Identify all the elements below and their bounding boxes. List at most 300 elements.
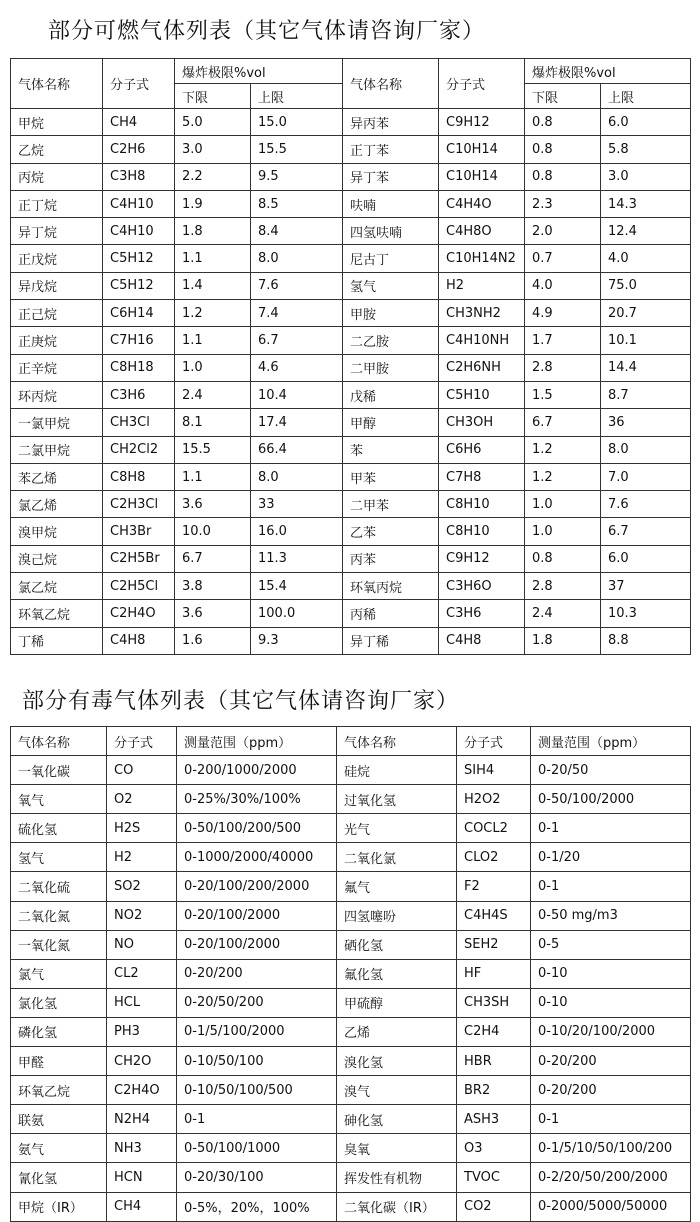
formula-cell: C2H5Br <box>103 545 175 572</box>
upper-limit-cell: 7.6 <box>251 272 343 299</box>
formula-cell: C2H5Cl <box>103 573 175 600</box>
formula-cell: PH3 <box>107 1017 177 1046</box>
gas-name-cell: 氰化氢 <box>11 1163 107 1192</box>
range-cell: 0-200/1000/2000 <box>177 756 337 785</box>
range-cell: 0-20/50/200 <box>177 988 337 1017</box>
formula-cell: C4H4O <box>439 190 525 217</box>
upper-limit-cell: 10.1 <box>601 327 691 354</box>
flammable-gas-table <box>10 58 691 655</box>
range-cell: 0-1 <box>177 1105 337 1134</box>
formula-cell: HBR <box>457 1047 531 1076</box>
range-cell: 0-50/100/200/500 <box>177 814 337 843</box>
formula-cell: C2H6NH <box>439 354 525 381</box>
table-row <box>11 1192 691 1221</box>
upper-limit-cell: 8.0 <box>251 463 343 490</box>
upper-limit-cell: 15.4 <box>251 573 343 600</box>
formula-cell: CLO2 <box>457 843 531 872</box>
gas-name-cell: 甲烷 <box>11 109 103 136</box>
table-row <box>11 327 691 354</box>
header-name: 气体名称 <box>11 727 107 756</box>
gas-name-cell: 环氧乙烷 <box>11 1076 107 1105</box>
table-row <box>11 300 691 327</box>
toxic-table-title: 部分有毒气体列表（其它气体请咨询厂家） <box>22 689 460 714</box>
lower-limit-cell: 1.5 <box>525 381 601 408</box>
lower-limit-cell: 0.8 <box>525 163 601 190</box>
header-name: 气体名称 <box>337 727 457 756</box>
formula-cell: CH2Cl2 <box>103 436 175 463</box>
formula-cell: C4H8O <box>439 218 525 245</box>
gas-name-cell: 甲醇 <box>343 409 439 436</box>
lower-limit-cell: 1.2 <box>175 300 251 327</box>
formula-cell: C4H8 <box>439 627 525 654</box>
upper-limit-cell: 8.5 <box>251 190 343 217</box>
upper-limit-cell: 100.0 <box>251 600 343 627</box>
header-formula: 分子式 <box>457 727 531 756</box>
formula-cell: C2H4O <box>103 600 175 627</box>
upper-limit-cell: 14.3 <box>601 190 691 217</box>
gas-name-cell: 甲硫醇 <box>337 988 457 1017</box>
gas-name-cell: 正己烷 <box>11 300 103 327</box>
formula-cell: H2O2 <box>457 785 531 814</box>
formula-cell: COCL2 <box>457 814 531 843</box>
upper-limit-cell: 7.4 <box>251 300 343 327</box>
formula-cell: CH3SH <box>457 988 531 1017</box>
gas-name-cell: 甲胺 <box>343 300 439 327</box>
lower-limit-cell: 2.4 <box>175 381 251 408</box>
header-formula: 分子式 <box>103 59 175 109</box>
gas-name-cell: 氢气 <box>11 843 107 872</box>
lower-limit-cell: 10.0 <box>175 518 251 545</box>
formula-cell: CL2 <box>107 959 177 988</box>
lower-limit-cell: 1.4 <box>175 272 251 299</box>
lower-limit-cell: 2.8 <box>525 573 601 600</box>
table-header-row <box>11 59 691 84</box>
table-row <box>11 190 691 217</box>
formula-cell: HCL <box>107 988 177 1017</box>
gas-name-cell: 溴气 <box>337 1076 457 1105</box>
gas-name-cell: 氯气 <box>11 959 107 988</box>
table-row <box>11 814 691 843</box>
upper-limit-cell: 37 <box>601 573 691 600</box>
gas-name-cell: 过氧化氢 <box>337 785 457 814</box>
range-cell: 0-10/50/100 <box>177 1047 337 1076</box>
gas-name-cell: 联氨 <box>11 1105 107 1134</box>
gas-name-cell: 丙烷 <box>11 163 103 190</box>
table-row <box>11 136 691 163</box>
range-cell: 0-5 <box>531 930 691 959</box>
formula-cell: NO <box>107 930 177 959</box>
formula-cell: H2S <box>107 814 177 843</box>
range-cell: 0-10/20/100/2000 <box>531 1017 691 1046</box>
formula-cell: C7H8 <box>439 463 525 490</box>
gas-name-cell: 环氧丙烷 <box>343 573 439 600</box>
table-row <box>11 930 691 959</box>
formula-cell: CH3Cl <box>103 409 175 436</box>
table-row <box>11 272 691 299</box>
table-row <box>11 785 691 814</box>
formula-cell: CH3OH <box>439 409 525 436</box>
formula-cell: C9H12 <box>439 109 525 136</box>
upper-limit-cell: 12.4 <box>601 218 691 245</box>
gas-name-cell: 硅烷 <box>337 756 457 785</box>
gas-name-cell: 正丁烷 <box>11 190 103 217</box>
upper-limit-cell: 4.6 <box>251 354 343 381</box>
upper-limit-cell: 17.4 <box>251 409 343 436</box>
gas-name-cell: 一氧化碳 <box>11 756 107 785</box>
upper-limit-cell: 6.7 <box>251 327 343 354</box>
gas-name-cell: 丁稀 <box>11 627 103 654</box>
upper-limit-cell: 9.3 <box>251 627 343 654</box>
lower-limit-cell: 1.2 <box>525 436 601 463</box>
table-row <box>11 573 691 600</box>
table-row <box>11 959 691 988</box>
gas-name-cell: 乙烷 <box>11 136 103 163</box>
header-limit: 爆炸极限%vol <box>525 59 691 84</box>
gas-name-cell: 苯 <box>343 436 439 463</box>
range-cell: 0-1/20 <box>531 843 691 872</box>
range-cell: 0-20/50 <box>531 756 691 785</box>
lower-limit-cell: 1.8 <box>175 218 251 245</box>
formula-cell: BR2 <box>457 1076 531 1105</box>
table-row <box>11 600 691 627</box>
header-lower: 下限 <box>175 84 251 109</box>
formula-cell: CO2 <box>457 1192 531 1221</box>
gas-name-cell: 二甲苯 <box>343 491 439 518</box>
gas-name-cell: 乙烯 <box>337 1017 457 1046</box>
gas-name-cell: 氧气 <box>11 785 107 814</box>
gas-name-cell: 二甲胺 <box>343 354 439 381</box>
upper-limit-cell: 15.5 <box>251 136 343 163</box>
gas-name-cell: 砷化氢 <box>337 1105 457 1134</box>
formula-cell: HCN <box>107 1163 177 1192</box>
formula-cell: CH3Br <box>103 518 175 545</box>
formula-cell: C2H4O <box>107 1076 177 1105</box>
gas-name-cell: 尼古丁 <box>343 245 439 272</box>
gas-name-cell: 戊稀 <box>343 381 439 408</box>
header-upper: 上限 <box>251 84 343 109</box>
gas-name-cell: 甲烷（IR） <box>11 1192 107 1221</box>
gas-name-cell: 二氯甲烷 <box>11 436 103 463</box>
gas-name-cell: 异丁烷 <box>11 218 103 245</box>
table-row <box>11 354 691 381</box>
gas-name-cell: 溴己烷 <box>11 545 103 572</box>
gas-name-cell: 挥发性有机物 <box>337 1163 457 1192</box>
formula-cell: C3H6 <box>439 600 525 627</box>
upper-limit-cell: 8.0 <box>251 245 343 272</box>
lower-limit-cell: 0.7 <box>525 245 601 272</box>
upper-limit-cell: 66.4 <box>251 436 343 463</box>
formula-cell: O2 <box>107 785 177 814</box>
formula-cell: NH3 <box>107 1134 177 1163</box>
range-cell: 0-1/5/100/2000 <box>177 1017 337 1046</box>
table-row <box>11 872 691 901</box>
formula-cell: C3H6O <box>439 573 525 600</box>
formula-cell: CH4 <box>107 1192 177 1221</box>
gas-name-cell: 正辛烷 <box>11 354 103 381</box>
upper-limit-cell: 6.7 <box>601 518 691 545</box>
lower-limit-cell: 4.9 <box>525 300 601 327</box>
gas-name-cell: 氢气 <box>343 272 439 299</box>
gas-name-cell: 硒化氢 <box>337 930 457 959</box>
gas-name-cell: 溴甲烷 <box>11 518 103 545</box>
range-cell: 0-1/5/10/50/100/200 <box>531 1134 691 1163</box>
formula-cell: O3 <box>457 1134 531 1163</box>
range-cell: 0-1000/2000/40000 <box>177 843 337 872</box>
gas-name-cell: 乙苯 <box>343 518 439 545</box>
upper-limit-cell: 20.7 <box>601 300 691 327</box>
formula-cell: C10H14 <box>439 136 525 163</box>
lower-limit-cell: 15.5 <box>175 436 251 463</box>
gas-name-cell: 正丁苯 <box>343 136 439 163</box>
lower-limit-cell: 0.8 <box>525 545 601 572</box>
table-row <box>11 381 691 408</box>
table-row <box>11 627 691 654</box>
gas-name-cell: 异丙苯 <box>343 109 439 136</box>
formula-cell: CO <box>107 756 177 785</box>
gas-name-cell: 二氧化碳（IR） <box>337 1192 457 1221</box>
formula-cell: SO2 <box>107 872 177 901</box>
table-row <box>11 436 691 463</box>
formula-cell: C2H4 <box>457 1017 531 1046</box>
upper-limit-cell: 8.4 <box>251 218 343 245</box>
gas-name-cell: 苯乙烯 <box>11 463 103 490</box>
gas-name-cell: 氯乙烯 <box>11 491 103 518</box>
table-row <box>11 1134 691 1163</box>
lower-limit-cell: 3.8 <box>175 573 251 600</box>
table-row <box>11 245 691 272</box>
formula-cell: C5H12 <box>103 272 175 299</box>
lower-limit-cell: 6.7 <box>525 409 601 436</box>
table-row <box>11 901 691 930</box>
upper-limit-cell: 7.0 <box>601 463 691 490</box>
gas-name-cell: 一氯甲烷 <box>11 409 103 436</box>
range-cell: 0-1 <box>531 1105 691 1134</box>
formula-cell: H2 <box>439 272 525 299</box>
header-range: 测量范围（ppm） <box>177 727 337 756</box>
upper-limit-cell: 33 <box>251 491 343 518</box>
lower-limit-cell: 1.1 <box>175 327 251 354</box>
upper-limit-cell: 6.0 <box>601 545 691 572</box>
range-cell: 0-20/30/100 <box>177 1163 337 1192</box>
gas-name-cell: 磷化氢 <box>11 1017 107 1046</box>
upper-limit-cell: 6.0 <box>601 109 691 136</box>
gas-name-cell: 二氧化硫 <box>11 872 107 901</box>
gas-name-cell: 异戊烷 <box>11 272 103 299</box>
gas-name-cell: 呋喃 <box>343 190 439 217</box>
formula-cell: C9H12 <box>439 545 525 572</box>
table-row <box>11 409 691 436</box>
gas-name-cell: 正戊烷 <box>11 245 103 272</box>
header-upper: 上限 <box>601 84 691 109</box>
lower-limit-cell: 4.0 <box>525 272 601 299</box>
gas-name-cell: 异丁稀 <box>343 627 439 654</box>
table-header-row <box>11 727 691 756</box>
range-cell: 0-5%，20%，100% <box>177 1192 337 1221</box>
table-row <box>11 163 691 190</box>
gas-name-cell: 氯化氢 <box>11 988 107 1017</box>
gas-name-cell: 甲苯 <box>343 463 439 490</box>
lower-limit-cell: 1.9 <box>175 190 251 217</box>
range-cell: 0-10 <box>531 959 691 988</box>
formula-cell: C6H6 <box>439 436 525 463</box>
range-cell: 0-2000/5000/50000 <box>531 1192 691 1221</box>
gas-name-cell: 氟气 <box>337 872 457 901</box>
formula-cell: CH3NH2 <box>439 300 525 327</box>
table-row <box>11 463 691 490</box>
range-cell: 0-20/100/2000 <box>177 930 337 959</box>
upper-limit-cell: 10.3 <box>601 600 691 627</box>
upper-limit-cell: 14.4 <box>601 354 691 381</box>
formula-cell: H2 <box>107 843 177 872</box>
lower-limit-cell: 0.8 <box>525 109 601 136</box>
gas-name-cell: 丙稀 <box>343 600 439 627</box>
table-row <box>11 491 691 518</box>
header-name: 气体名称 <box>343 59 439 109</box>
gas-name-cell: 甲醛 <box>11 1047 107 1076</box>
table-row <box>11 1047 691 1076</box>
gas-name-cell: 臭氧 <box>337 1134 457 1163</box>
formula-cell: C4H10 <box>103 218 175 245</box>
range-cell: 0-1 <box>531 872 691 901</box>
formula-cell: CH4 <box>103 109 175 136</box>
upper-limit-cell: 16.0 <box>251 518 343 545</box>
gas-name-cell: 异丁苯 <box>343 163 439 190</box>
lower-limit-cell: 6.7 <box>175 545 251 572</box>
gas-name-cell: 氟化氢 <box>337 959 457 988</box>
gas-name-cell: 四氢呋喃 <box>343 218 439 245</box>
header-formula: 分子式 <box>439 59 525 109</box>
lower-limit-cell: 8.1 <box>175 409 251 436</box>
table-row <box>11 109 691 136</box>
formula-cell: C8H10 <box>439 491 525 518</box>
gas-name-cell: 氨气 <box>11 1134 107 1163</box>
upper-limit-cell: 36 <box>601 409 691 436</box>
range-cell: 0-20/200 <box>531 1047 691 1076</box>
lower-limit-cell: 1.0 <box>525 518 601 545</box>
upper-limit-cell: 8.7 <box>601 381 691 408</box>
upper-limit-cell: 75.0 <box>601 272 691 299</box>
formula-cell: C4H8 <box>103 627 175 654</box>
gas-name-cell: 光气 <box>337 814 457 843</box>
lower-limit-cell: 3.6 <box>175 600 251 627</box>
range-cell: 0-20/100/2000 <box>177 901 337 930</box>
flammable-table-title: 部分可燃气体列表（其它气体请咨询厂家） <box>48 19 486 44</box>
gas-name-cell: 氯乙烷 <box>11 573 103 600</box>
lower-limit-cell: 2.4 <box>525 600 601 627</box>
gas-name-cell: 一氧化氮 <box>11 930 107 959</box>
formula-cell: F2 <box>457 872 531 901</box>
table-row <box>11 843 691 872</box>
range-cell: 0-1 <box>531 814 691 843</box>
formula-cell: C8H8 <box>103 463 175 490</box>
lower-limit-cell: 1.2 <box>525 463 601 490</box>
lower-limit-cell: 1.7 <box>525 327 601 354</box>
gas-name-cell: 溴化氢 <box>337 1047 457 1076</box>
formula-cell: C3H8 <box>103 163 175 190</box>
range-cell: 0-20/100/200/2000 <box>177 872 337 901</box>
upper-limit-cell: 11.3 <box>251 545 343 572</box>
formula-cell: C7H16 <box>103 327 175 354</box>
range-cell: 0-20/200 <box>531 1076 691 1105</box>
toxic-gas-table <box>10 726 691 1222</box>
lower-limit-cell: 2.2 <box>175 163 251 190</box>
formula-cell: CH2O <box>107 1047 177 1076</box>
range-cell: 0-50/100/2000 <box>531 785 691 814</box>
header-range: 测量范围（ppm） <box>531 727 691 756</box>
formula-cell: C10H14 <box>439 163 525 190</box>
lower-limit-cell: 1.0 <box>175 354 251 381</box>
formula-cell: HF <box>457 959 531 988</box>
formula-cell: C4H4S <box>457 901 531 930</box>
gas-name-cell: 环丙烷 <box>11 381 103 408</box>
lower-limit-cell: 2.3 <box>525 190 601 217</box>
upper-limit-cell: 15.0 <box>251 109 343 136</box>
gas-name-cell: 硫化氢 <box>11 814 107 843</box>
range-cell: 0-20/200 <box>177 959 337 988</box>
formula-cell: NO2 <box>107 901 177 930</box>
formula-cell: C2H3Cl <box>103 491 175 518</box>
upper-limit-cell: 10.4 <box>251 381 343 408</box>
gas-name-cell: 丙苯 <box>343 545 439 572</box>
lower-limit-cell: 0.8 <box>525 136 601 163</box>
header-formula: 分子式 <box>107 727 177 756</box>
upper-limit-cell: 8.8 <box>601 627 691 654</box>
range-cell: 0-2/20/50/200/2000 <box>531 1163 691 1192</box>
formula-cell: C8H18 <box>103 354 175 381</box>
range-cell: 0-50/100/1000 <box>177 1134 337 1163</box>
lower-limit-cell: 1.1 <box>175 245 251 272</box>
formula-cell: SEH2 <box>457 930 531 959</box>
gas-name-cell: 二乙胺 <box>343 327 439 354</box>
lower-limit-cell: 1.0 <box>525 491 601 518</box>
table-row <box>11 1163 691 1192</box>
formula-cell: C6H14 <box>103 300 175 327</box>
upper-limit-cell: 3.0 <box>601 163 691 190</box>
range-cell: 0-25%/30%/100% <box>177 785 337 814</box>
formula-cell: C10H14N2 <box>439 245 525 272</box>
formula-cell: C3H6 <box>103 381 175 408</box>
header-name: 气体名称 <box>11 59 103 109</box>
upper-limit-cell: 7.6 <box>601 491 691 518</box>
formula-cell: C4H10NH <box>439 327 525 354</box>
table-row <box>11 545 691 572</box>
range-cell: 0-10 <box>531 988 691 1017</box>
header-lower: 下限 <box>525 84 601 109</box>
lower-limit-cell: 1.8 <box>525 627 601 654</box>
gas-name-cell: 正庚烷 <box>11 327 103 354</box>
formula-cell: TVOC <box>457 1163 531 1192</box>
formula-cell: C4H10 <box>103 190 175 217</box>
range-cell: 0-50 mg/m3 <box>531 901 691 930</box>
upper-limit-cell: 8.0 <box>601 436 691 463</box>
header-limit: 爆炸极限%vol <box>175 59 343 84</box>
lower-limit-cell: 2.0 <box>525 218 601 245</box>
table-row <box>11 756 691 785</box>
lower-limit-cell: 3.6 <box>175 491 251 518</box>
formula-cell: N2H4 <box>107 1105 177 1134</box>
gas-name-cell: 环氧乙烷 <box>11 600 103 627</box>
lower-limit-cell: 5.0 <box>175 109 251 136</box>
gas-name-cell: 四氢噻吩 <box>337 901 457 930</box>
formula-cell: C5H10 <box>439 381 525 408</box>
upper-limit-cell: 9.5 <box>251 163 343 190</box>
lower-limit-cell: 3.0 <box>175 136 251 163</box>
table-row <box>11 1105 691 1134</box>
table-row <box>11 1076 691 1105</box>
range-cell: 0-10/50/100/500 <box>177 1076 337 1105</box>
table-row <box>11 988 691 1017</box>
formula-cell: C8H10 <box>439 518 525 545</box>
